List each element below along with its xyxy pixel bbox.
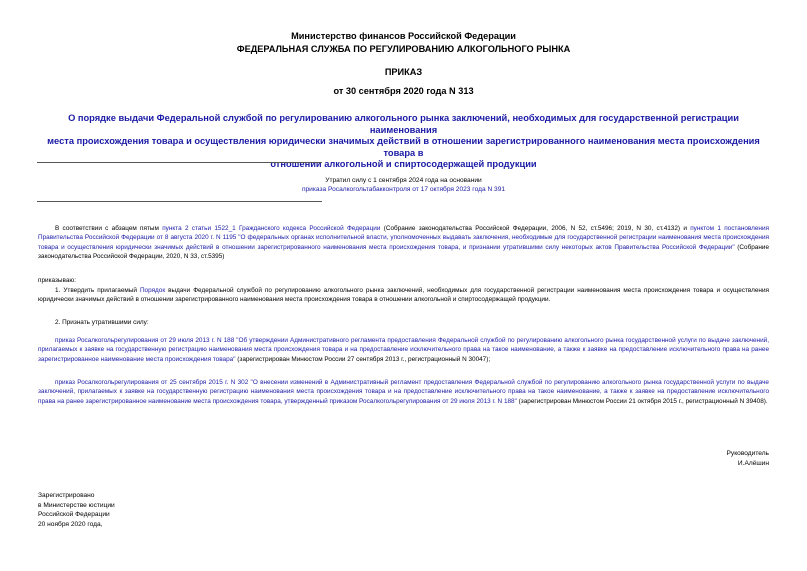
document-type: ПРИКАЗ (384, 67, 423, 77)
registration-line-1: Зарегистрировано (38, 492, 95, 499)
item-1-paragraph (38, 286, 769, 305)
registration-line-3: Российской Федерации (38, 511, 110, 519)
preamble-paragraph (38, 224, 769, 262)
preamble-text-1: В соответствии с абзацем пятым (55, 225, 163, 232)
preamble-text-2: (Собрание законодательства Российской Федерации, 2006, N 52, ст.5496; 2019, N 30, ст.4132) и (380, 225, 691, 232)
order-302-link[interactable]: приказ Росалкогольрегулирования от 25 сентября 2015 г. N 302 "О внесении изменений в Административный регламент предоставления Федеральной службой по регулированию алкогольного рынка государственной услуги по выдаче заключений, прилагаемых к заявке на государственную регистрацию наименования места происхождения товара и на предоставление исключительного права на такое наименование, а также к заявке на предоставление исключительного права на ранее зарегистрированное наименование места происхождения товара, утвержденный приказом Росалкогольрегулирования от 29 июля 2013 г. N 188" (38, 379, 769, 405)
revoked-order-1-text: (зарегистрирован Минюстом России 27 сентября 2013 г., регистрационный N 30047); (235, 355, 491, 363)
revoked-order-1 (38, 336, 769, 364)
civil-code-link[interactable]: пункта 2 статьи 1522_1 Гражданского кодекса Российской Федерации (162, 225, 381, 232)
signer-position: Руководитель (726, 450, 769, 457)
signer-name: И.Алёшин (737, 459, 769, 467)
document-date-number: от 30 сентября 2020 года N 313 (333, 86, 474, 96)
procedure-link[interactable]: Порядок (139, 287, 166, 294)
ministry-name: Министерство финансов Российской Федерации (291, 31, 516, 41)
divider-bottom (37, 201, 322, 202)
service-name: ФЕДЕРАЛЬНАЯ СЛУЖБА ПО РЕГУЛИРОВАНИЮ АЛКОГОЛЬНОГО РЫНКА (236, 44, 571, 54)
order-188-link[interactable]: приказ Росалкогольрегулирования от 29 июля 2013 г. N 188 "Об утверждении Административного регламента предоставления Федеральной службой по регулированию алкогольного рынка государственной услуги по выдаче заключений, прилагаемых к заявке на государственную регистрацию наименования места происхождения товара и на предоставление исключительного права на такое наименование, а также к заявке на предоставление исключительного права на ранее зарегистрированное наименование места происхождения товара" (38, 337, 769, 363)
status-note-text: Утратил силу с 1 сентября 2024 года на основании (325, 177, 482, 184)
revoked-order-2-text: (зарегистрирован Минюстом России 21 октября 2015 г., регистрационный N 39408). (516, 397, 768, 405)
status-note-link[interactable]: приказа Росалкогольтабакконтроля от 17 октября 2023 года N 391 (301, 186, 506, 193)
title-line-1: О порядке выдачи Федеральной службой по регулированию алкогольного рынка заключений, необходимых для государственной регистрации наименования (68, 113, 739, 135)
registration-line-2: в Министерстве юстиции (38, 501, 115, 509)
item-1-text-2: выдачи Федеральной службой по регулированию алкогольного рынка заключений, необходимых для государственной регистрации наименования места происхождения товара и осуществления юридически значимых действий в отношении зарегистрированного наименования места происхождения товара в отношении алкогольной и спиртосодержащей продукции. (38, 287, 769, 304)
divider-top (37, 162, 322, 163)
registration-line-4: 20 ноября 2020 года, (38, 520, 103, 528)
registration-block (38, 491, 115, 529)
revoked-order-2 (38, 378, 769, 406)
government-decree-link[interactable]: пунктом 1 постановления Правительства Российской Федерации от 8 августа 2020 г. N 1195 "О федеральных органах исполнительной власти, уполномоченных выдавать заключения, необходимые для государственной регистрации наименования места происхождения товара и осуществления юридически значимых действий в отношении зарегистрированного наименования места происхождения товара, и признании утратившими силу некоторых актов Правительства Российской Федерации" (38, 225, 769, 251)
title-line-2: места происхождения товара и осуществления юридически значимых действий в отношении зарегистрированного наименования места происхождения товара в (47, 136, 760, 158)
item-1-text-1: 1. Утвердить прилагаемый (55, 287, 140, 294)
title-line-3: отношении алкогольной и спиртосодержащей продукции (270, 159, 537, 170)
item-2-paragraph: 2. Признать утратившими силу: (55, 319, 149, 326)
preamble-text-3: (Собрание законодательства Российской Федерации, 2020, N 33, ст.5395) (38, 243, 769, 261)
signature-block (727, 449, 769, 468)
status-note (0, 176, 807, 194)
order-word: приказываю: (38, 277, 76, 284)
